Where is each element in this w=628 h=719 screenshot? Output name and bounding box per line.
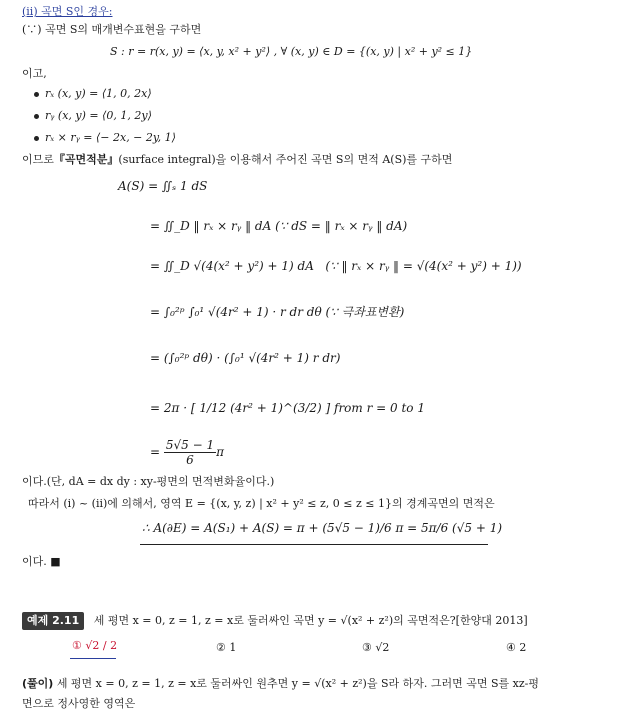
equation-line-7: = $\frac{5√5 - 1}{6}$ π (150, 438, 224, 467)
example-problem (22, 612, 528, 630)
solution-line-1: (풀이) 세 평면 x = 0, z = 1, z = x로 둘러싸인 원추면 y = √(x² + z²)을 S라 하자. 그러면 곡면 S를 xz-평 (22, 677, 539, 690)
therefore-line: 따라서 (i) ~ (ii)에 의해서, 영역 E = {(x, y, z) | x² + y² ≤ z, 0 ≤ z ≤ 1}의 경계곡면의 면적은 (28, 497, 495, 510)
param-intro: (∵) 곡면 S의 매개변수표현을 구하면 (22, 23, 202, 36)
final-equation: ∴ A(∂E) = A(S₁) + A(S) = π + (5√5 − 1)/6 π = 5π/6 (√5 + 1) (142, 521, 503, 535)
bullet-dot-icon (34, 136, 39, 141)
equation-line-4: = ∫₀²ᵖ ∫₀¹ √(4r² + 1) · r dr dθ (∵ 극좌표변환) (150, 305, 405, 319)
final-underline (140, 544, 488, 545)
example-text: 세 평면 x = 0, z = 1, z = x로 둘러싸인 곡면 y = √(x² + z²)의 곡면적은?[한양대 2013] (93, 614, 528, 627)
solution-line-2: 면으로 정사영한 영역은 (22, 697, 136, 710)
param-equation: S : r = r(x, y) = ⟨x, y, x² + y²⟩ , ∀ (x, y) ∈ D = {(x, y) | x² + y² ≤ 1} (110, 45, 473, 58)
bullet-item: rₓ (x, y) = ⟨1, 0, 2x⟩ (34, 86, 152, 102)
bullet-item: rₓ × rᵧ = ⟨− 2x, − 2y, 1⟩ (34, 130, 176, 146)
and-text: 이고, (22, 67, 47, 80)
equation-line-5: = (∫₀²ᵖ dθ) · (∫₀¹ √(4r² + 1) r dr) (150, 351, 341, 365)
bullet-dot-icon (34, 92, 39, 97)
bullet-item: rᵧ (x, y) = ⟨0, 1, 2y⟩ (34, 108, 152, 124)
equation-line-3: = ∬_D √(4(x² + y²) + 1) dA (∵ ‖ rₓ × rᵧ ‖ = √(4(x² + y²) + 1)) (150, 259, 522, 273)
end-text: 이다. ■ (22, 555, 61, 568)
equation-line-2: = ∬_D ‖ rₓ × rᵧ ‖ dA (∵ dS = ‖ rₓ × rᵧ ‖ dA) (150, 219, 408, 233)
note-line: 이다.(단, dA = dx dy : xy-평면의 면적변화율이다.) (22, 475, 275, 488)
solution-label: (풀이) (22, 677, 54, 690)
equation-line-1: A(S) = ∬ₛ 1 dS (118, 179, 208, 193)
surface-integral-intro: 이므로『곡면적분』(surface integral)을 이용해서 주어진 곡면 S의 면적 A(S)를 구하면 (22, 153, 453, 166)
example-badge: 예제 2.11 (22, 612, 84, 630)
choice-3[interactable]: ③ √2 (362, 641, 390, 654)
bullet-dot-icon (34, 114, 39, 119)
choice-1[interactable]: ① √2 / 2 (72, 639, 118, 652)
choice-1-underline (70, 658, 116, 659)
choice-2[interactable]: ② 1 (216, 641, 237, 654)
section-title: (ii) 곡면 S인 경우: (22, 5, 113, 18)
equation-line-6: = 2π · [ 1/12 (4r² + 1)^(3/2) ] from r = 0 to 1 (150, 401, 425, 415)
choice-4[interactable]: ④ 2 (506, 641, 527, 654)
